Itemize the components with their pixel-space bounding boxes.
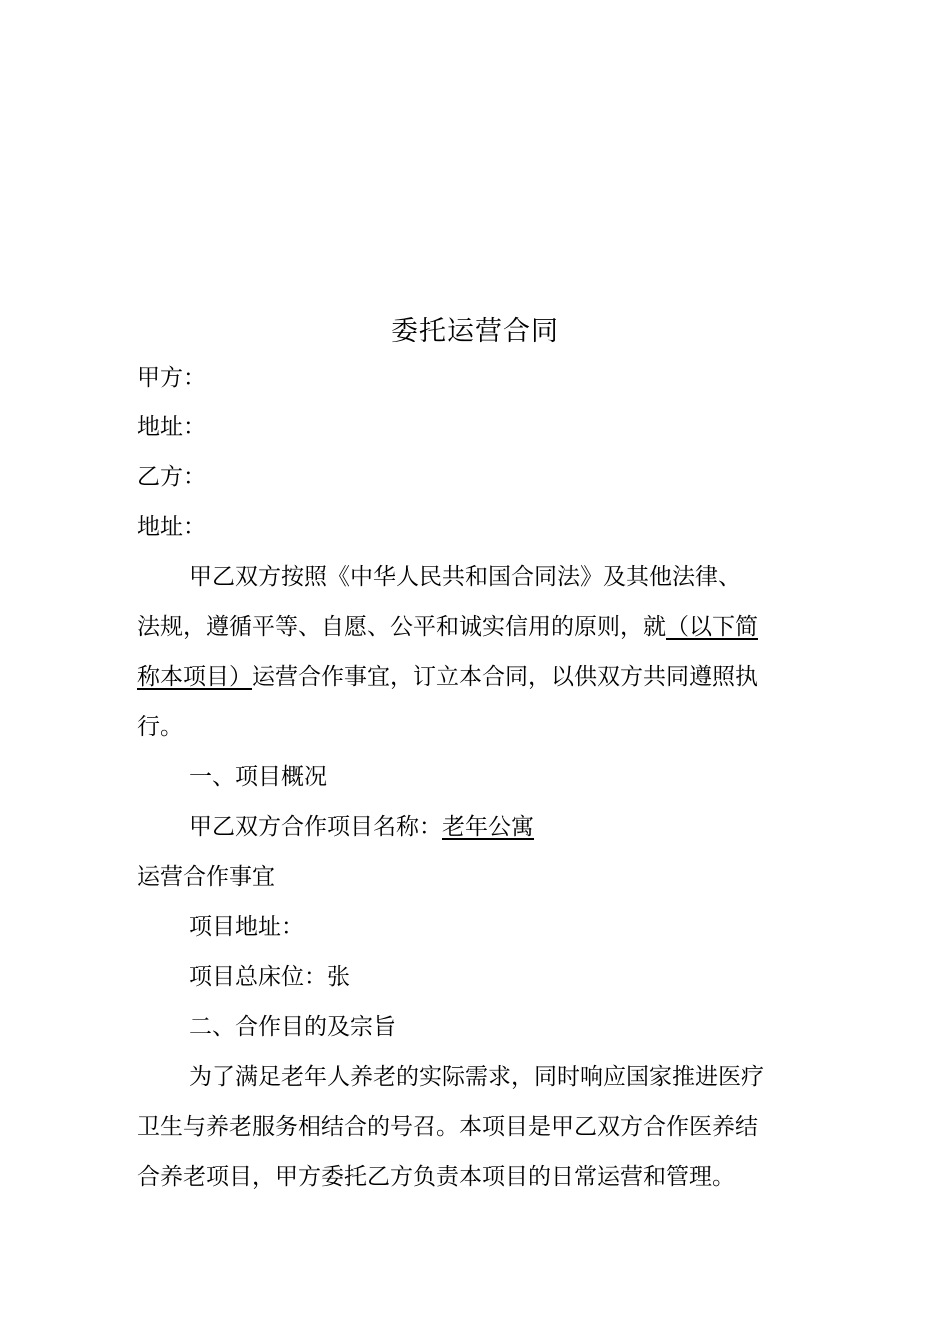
document-title: 委托运营合同	[391, 316, 559, 347]
section-2-line-2: 卫生与养老服务相结合的号召。本项目是甲乙双方合作医养结	[137, 1114, 758, 1140]
project-beds-label: 项目总床位：张	[189, 964, 350, 990]
project-address-label: 项目地址：	[189, 914, 304, 940]
project-name-continuation: 运营合作事宜	[137, 864, 275, 890]
address-b-label: 地址：	[137, 514, 206, 540]
project-name-value: 老年公寓	[442, 814, 534, 840]
section-2-heading: 二、合作目的及宗旨	[189, 1014, 396, 1040]
section-2-line-1: 为了满足老年人养老的实际需求，同时响应国家推进医疗	[189, 1064, 764, 1090]
project-name-label: 甲乙双方合作项目名称：	[189, 814, 442, 840]
address-a-label: 地址：	[137, 414, 206, 440]
party-a-label: 甲方：	[137, 365, 206, 391]
intro-line-1: 甲乙双方按照《中华人民共和国合同法》及其他法律、	[189, 564, 741, 590]
party-b-label: 乙方：	[137, 464, 206, 490]
intro-line-2-underlined: （以下简	[666, 614, 758, 640]
project-name-line	[189, 811, 869, 843]
intro-line-3-underlined: 称本项目）	[137, 664, 252, 690]
section-2-line-3: 合养老项目，甲方委托乙方负责本项目的日常运营和管理。	[137, 1164, 735, 1190]
section-1-heading: 一、项目概况	[189, 764, 327, 790]
intro-line-3-text: 运营合作事宜，订立本合同，以供双方共同遵照执	[252, 664, 758, 690]
intro-line-4: 行。	[137, 714, 183, 740]
intro-line-2-text: 法规，遵循平等、自愿、公平和诚实信用的原则，就	[137, 614, 666, 640]
intro-line-3	[137, 661, 817, 693]
intro-line-2	[137, 611, 817, 643]
